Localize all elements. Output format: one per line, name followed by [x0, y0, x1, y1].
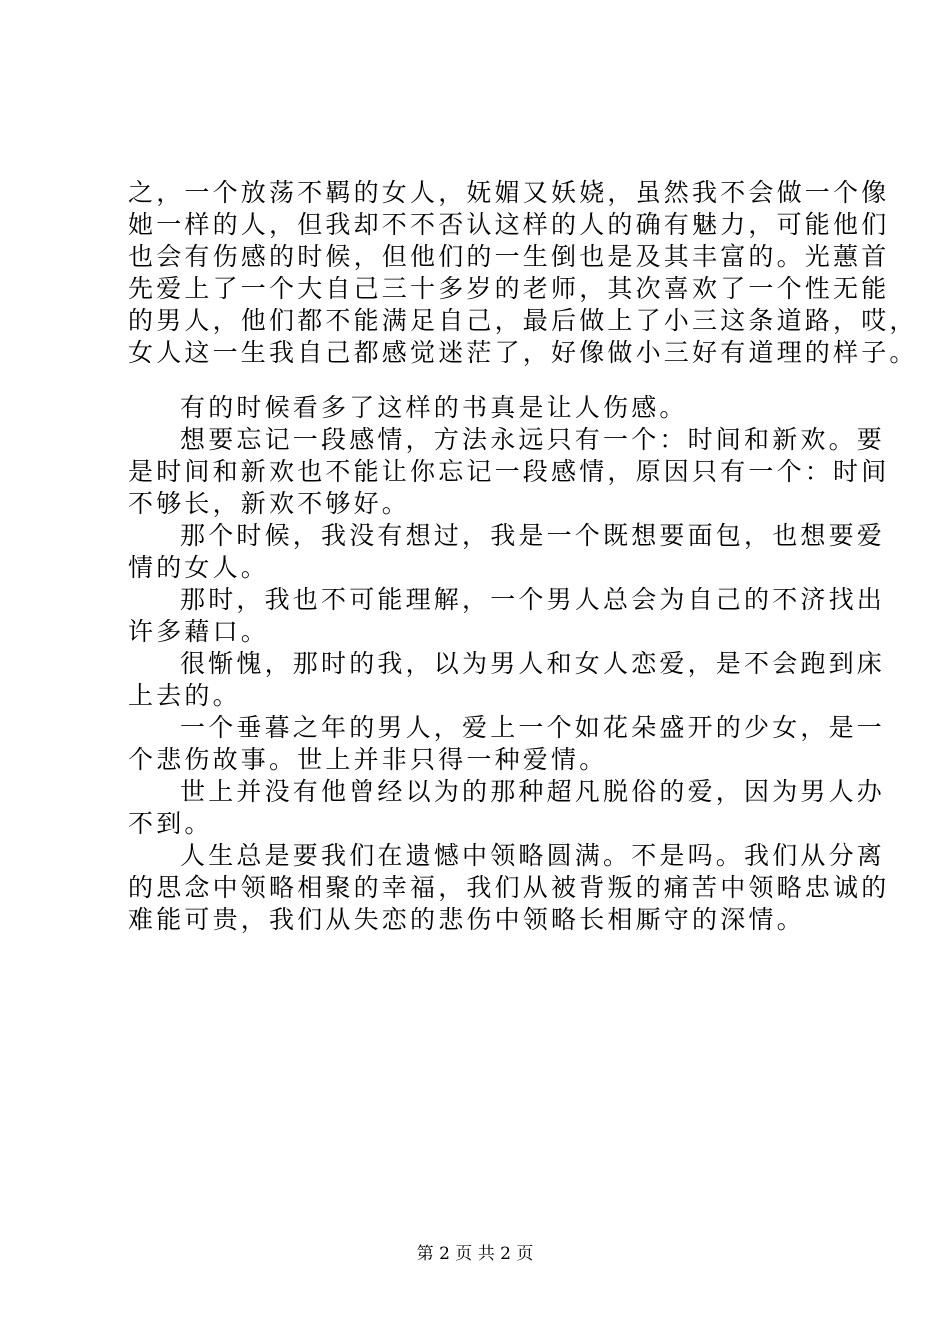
- text-line: 有的时候看多了这样的书真是让人伤感。: [180, 393, 688, 422]
- text-line: 不够长，新欢不够好。: [128, 489, 411, 518]
- text-line: 世上并没有他曾经以为的那种超凡脱俗的爱，因为男人办: [180, 777, 886, 806]
- text-line: 上去的。: [128, 681, 241, 710]
- text-line: 许多藉口。: [128, 617, 270, 646]
- text-line: 难能可贵，我们从失恋的悲伤中领略长相厮守的深情。: [128, 905, 805, 934]
- text-line: 很惭愧，那时的我，以为男人和女人恋爱，是不会跑到床: [180, 649, 886, 678]
- text-line: 也会有伤感的时候，但他们的一生倒也是及其丰富的。光蕙首: [128, 242, 890, 271]
- text-line: 个悲伤故事。世上并非只得一种爱情。: [128, 745, 608, 774]
- page-footer: 第 2 页 共 2 页: [416, 1244, 534, 1264]
- text-line: 的男人，他们都不能满足自己，最后做上了小三这条道路，哎，: [128, 306, 918, 335]
- text-line: 的思念中领略相聚的幸福，我们从被背叛的痛苦中领略忠诚的: [128, 873, 890, 902]
- text-line: 情的女人。: [128, 553, 270, 582]
- text-line: 想要忘记一段感情，方法永远只有一个：时间和新欢。要: [180, 425, 886, 454]
- text-line: 是时间和新欢也不能让你忘记一段感情，原因只有一个：时间: [128, 457, 890, 486]
- text-line: 人生总是要我们在遗憾中领略圆满。不是吗。我们从分离: [180, 841, 886, 870]
- text-line: 那个时候，我没有想过，我是一个既想要面包，也想要爱: [180, 521, 886, 550]
- text-line: 那时，我也不可能理解，一个男人总会为自己的不济找出: [180, 585, 886, 614]
- text-line: 之，一个放荡不羁的女人，妩媚又妖娆，虽然我不会做一个像: [128, 178, 890, 207]
- text-line: 她一样的人，但我却不不否认这样的人的确有魅力，可能他们: [128, 210, 890, 239]
- text-line: 一个垂暮之年的男人，爱上一个如花朵盛开的少女，是一: [180, 713, 886, 742]
- text-line: 女人这一生我自己都感觉迷茫了，好像做小三好有道理的样子。: [128, 338, 918, 367]
- text-line: 不到。: [128, 809, 213, 838]
- text-line: 先爱上了一个大自己三十多岁的老师，其次喜欢了一个性无能: [128, 274, 890, 303]
